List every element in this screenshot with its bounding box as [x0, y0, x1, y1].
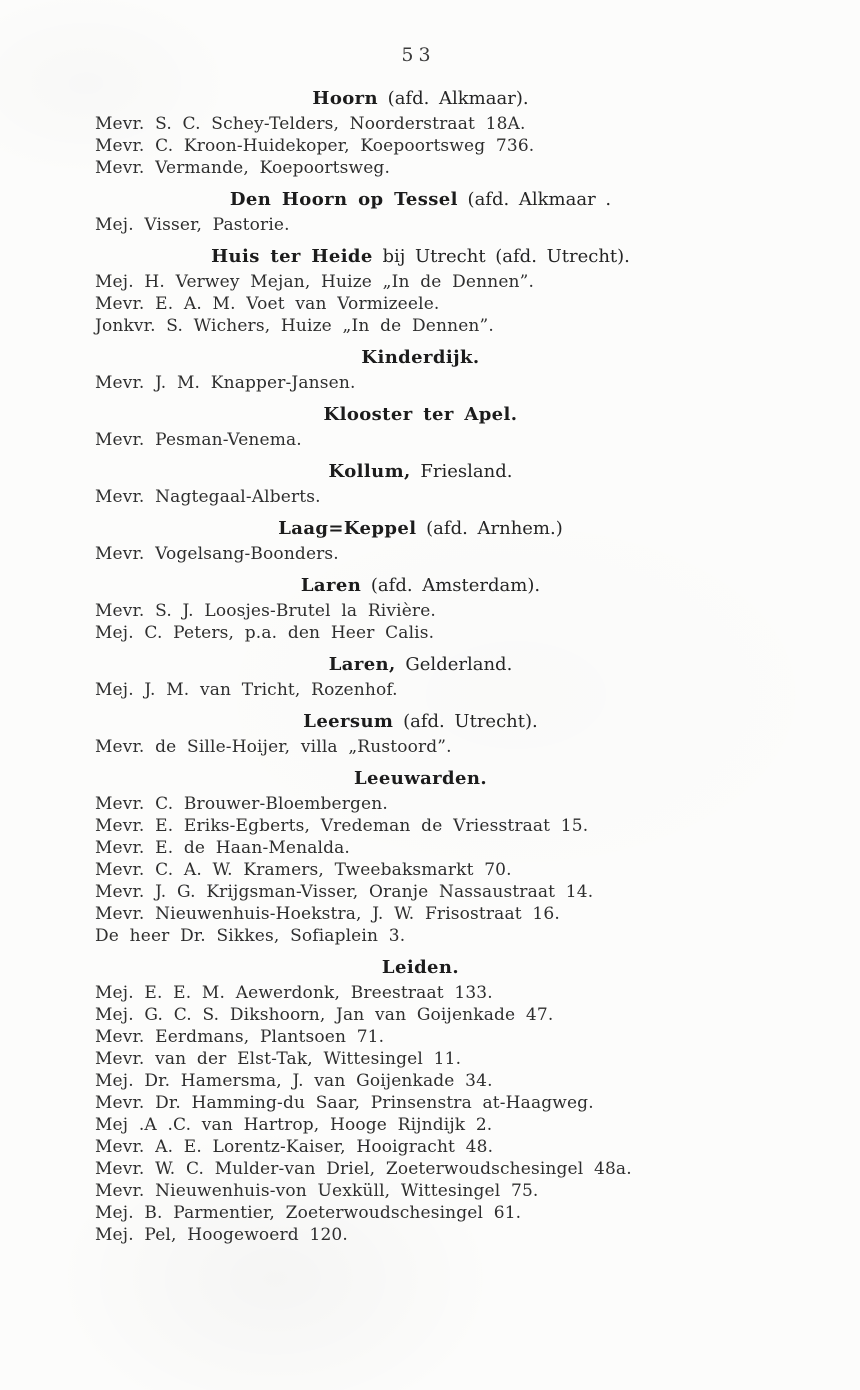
city-heading — [95, 654, 772, 676]
member-entry: Mej. B. Parmentier, Zoeterwoudschesingel 61. — [95, 1203, 522, 1223]
member-entry: Mevr. Pesman-Venema. — [95, 430, 302, 450]
member-entry: Mej. Visser, Pastorie. — [95, 215, 290, 235]
member-entry: Mevr. C. Kroon-Huidekoper, Koepoortsweg 736. — [95, 136, 535, 156]
member-entry: Mej. J. M. van Tricht, Rozenhof. — [95, 680, 398, 700]
city-heading-suffix: (afd. Amsterdam). — [361, 575, 541, 596]
city-heading — [95, 518, 772, 540]
city-section — [95, 654, 772, 701]
member-entry: Mevr. A. E. Lorentz-Kaiser, Hooigracht 48. — [95, 1137, 494, 1157]
city-section — [95, 246, 772, 337]
member-entry: Mevr. J. G. Krijgsman-Visser, Oranje Nassaustraat 14. — [95, 882, 594, 902]
city-heading-suffix: (afd. Arnhem.) — [416, 518, 563, 539]
member-entry: Mevr. van der Elst-Tak, Wittesingel 11. — [95, 1049, 462, 1069]
city-section — [95, 768, 772, 947]
city-heading — [95, 404, 772, 426]
city-name: Huis ter Heide — [211, 246, 373, 267]
city-section — [95, 461, 772, 508]
member-entry: Mevr. S. J. Loosjes-Brutel la Rivière. — [95, 601, 436, 621]
member-entry: Mej. Pel, Hoogewoerd 120. — [95, 1225, 348, 1245]
member-entry: De heer Dr. Sikkes, Sofiaplein 3. — [95, 926, 406, 946]
city-name: Laren, — [328, 654, 396, 675]
member-entry: Mej. Dr. Hamersma, J. van Goijenkade 34. — [95, 1071, 493, 1091]
city-heading-suffix: Friesland. — [410, 461, 513, 482]
city-name: Leiden. — [381, 957, 460, 978]
member-entry: Mej. C. Peters, p.a. den Heer Calis. — [95, 623, 435, 643]
city-section — [95, 347, 772, 394]
city-heading-suffix: (afd. Alkmaar . — [457, 189, 612, 210]
city-name: Laren — [300, 575, 362, 596]
member-entry: Mevr. S. C. Schey-Telders, Noorderstraat 18A. — [95, 114, 526, 134]
city-name: Leeuwarden. — [353, 768, 488, 789]
city-name: Klooster ter Apel. — [323, 404, 518, 425]
city-heading — [95, 347, 772, 369]
city-section — [95, 957, 772, 1246]
member-entry: Jonkvr. S. Wichers, Huize „In de Dennen”. — [95, 316, 494, 336]
city-section — [95, 88, 772, 179]
member-entry: Mevr. W. C. Mulder-van Driel, Zoeterwoudschesingel 48a. — [95, 1159, 632, 1179]
city-name: Den Hoorn op Tessel — [229, 189, 458, 210]
member-entry: Mevr. Eerdmans, Plantsoen 71. — [95, 1027, 385, 1047]
city-heading — [95, 768, 772, 790]
city-section — [95, 189, 772, 236]
member-entry: Mevr. C. Brouwer-Bloembergen. — [95, 794, 388, 814]
city-section — [95, 404, 772, 451]
member-entry: Mej. H. Verwey Mejan, Huize „In de Dennen”. — [95, 272, 535, 292]
member-entry: Mej. E. E. M. Aewerdonk, Breestraat 133. — [95, 983, 493, 1003]
city-heading — [95, 711, 772, 733]
city-section — [95, 518, 772, 565]
member-entry: Mevr. E. A. M. Voet van Vormizeele. — [95, 294, 440, 314]
city-heading — [95, 246, 772, 268]
city-heading — [95, 461, 772, 483]
city-name: Hoorn — [312, 88, 378, 109]
member-entry: Mevr. Nieuwenhuis-Hoekstra, J. W. Frisostraat 16. — [95, 904, 560, 924]
city-sections-list — [95, 88, 772, 1246]
city-name: Kollum, — [328, 461, 411, 482]
member-entry: Mej. G. C. S. Dikshoorn, Jan van Goijenkade 47. — [95, 1005, 554, 1025]
city-heading — [95, 575, 772, 597]
city-heading-suffix: (afd. Utrecht). — [393, 711, 538, 732]
city-heading — [95, 189, 772, 211]
member-entry: Mevr. Dr. Hamming-du Saar, Prinsenstra at-Haagweg. — [95, 1093, 594, 1113]
page-number: 53 — [401, 44, 436, 66]
city-heading — [95, 88, 772, 110]
city-name: Leersum — [303, 711, 394, 732]
city-heading-suffix: Gelderland. — [395, 654, 513, 675]
city-heading-suffix: bij Utrecht (afd. Utrecht). — [372, 246, 630, 267]
city-section — [95, 711, 772, 758]
member-entry: Mevr. Vermande, Koepoortsweg. — [95, 158, 391, 178]
member-entry: Mevr. de Sille-Hoijer, villa „Rustoord”. — [95, 737, 452, 757]
member-entry: Mevr. Nagtegaal-Alberts. — [95, 487, 321, 507]
member-entry: Mevr. E. de Haan-Menalda. — [95, 838, 350, 858]
city-name: Kinderdijk. — [361, 347, 480, 368]
member-entry: Mevr. E. Eriks-Egberts, Vredeman de Vriesstraat 15. — [95, 816, 589, 836]
city-section — [95, 575, 772, 644]
city-name: Laag=Keppel — [278, 518, 417, 539]
city-heading-suffix: (afd. Alkmaar). — [378, 88, 529, 109]
city-heading — [95, 957, 772, 979]
member-entry: Mevr. Nieuwenhuis-von Uexküll, Wittesingel 75. — [95, 1181, 539, 1201]
member-entry: Mevr. Vogelsang-Boonders. — [95, 544, 339, 564]
member-entry: Mevr. J. M. Knapper-Jansen. — [95, 373, 356, 393]
member-entry: Mevr. C. A. W. Kramers, Tweebaksmarkt 70. — [95, 860, 512, 880]
member-entry: Mej .A .C. van Hartrop, Hooge Rijndijk 2. — [95, 1115, 493, 1135]
